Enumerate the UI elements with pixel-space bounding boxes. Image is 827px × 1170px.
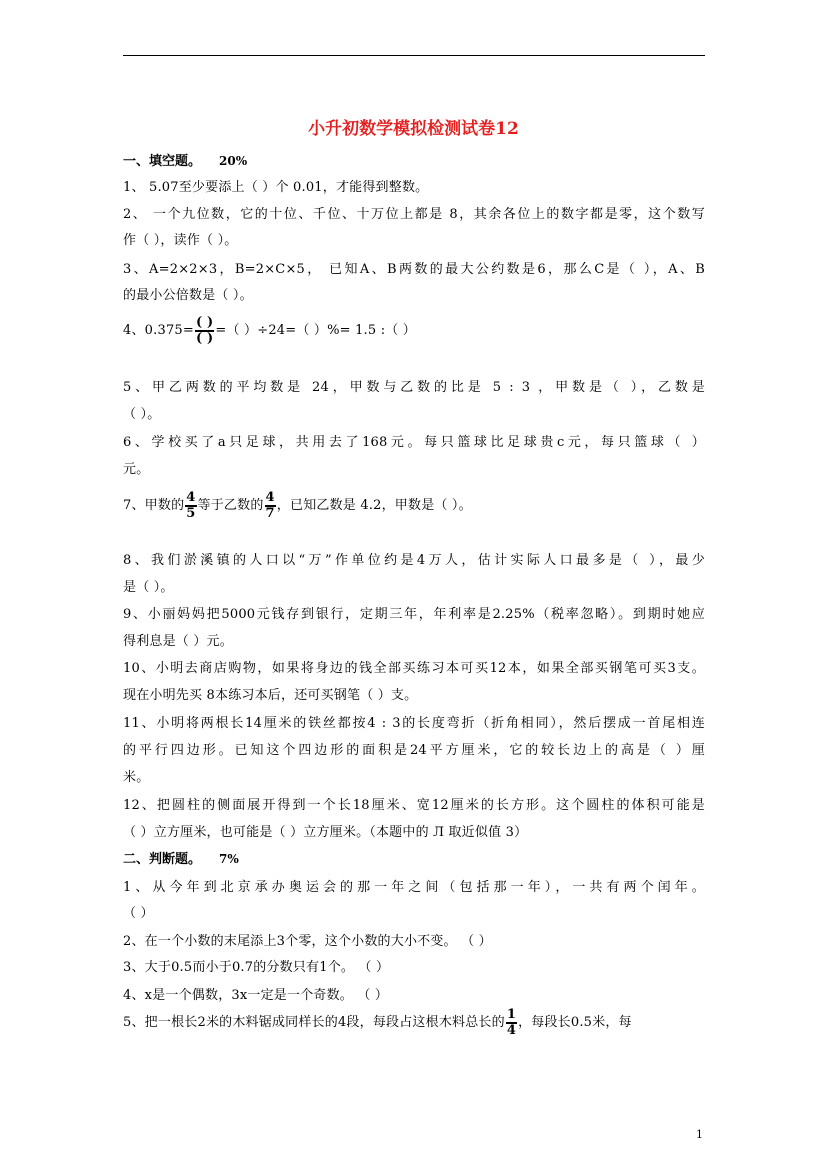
question-2-line-1: 2、 一个九位数，它的十位、千位、十万位上都是 8，其余各位上的数字都是零，这个数写 — [123, 207, 705, 222]
question-5-line-2: （ ）。 — [123, 407, 161, 422]
section-points: 7% — [219, 852, 239, 866]
question-4 — [123, 316, 416, 345]
question-9-line-1: 9、小丽妈妈把5000元钱存到银行，定期三年，年利率是2.25%（税率忽略）。到期时她应 — [123, 607, 705, 622]
question-1: 1、 5.07至少要添上（ ）个 0.01，才能得到整数。 — [123, 180, 429, 195]
fraction-numerator: 4 — [186, 490, 196, 505]
question-12-line-2: （ ）立方厘米，也可能是（ ）立方厘米。（本题中的 Л 取近似值 3） — [123, 825, 528, 840]
header-rule — [123, 55, 705, 56]
fraction-denominator: 5 — [186, 505, 196, 521]
fraction-denominator: ( ) — [195, 330, 214, 346]
judgment-1-line-1: 1、从今年到北京承办奥运会的那一年之间（包括那一年），一共有两个闰年。 — [123, 880, 705, 895]
question-12-line-1: 12、把圆柱的侧面展开得到一个长18厘米、宽12厘米的长方形。这个圆柱的体积可能是 — [123, 798, 705, 813]
question-7-middle: 等于乙数的 — [197, 498, 264, 514]
question-9-line-2: 得利息是（ ）元。 — [123, 634, 233, 649]
question-7 — [123, 491, 472, 520]
judgment-5-suffix: ，每段长0.5米，每 — [518, 1015, 632, 1031]
question-4-fraction — [195, 316, 214, 345]
question-4-suffix: =（ ）÷24=（ ）%= 1.5 :（ ） — [215, 323, 417, 339]
fraction-denominator: 4 — [506, 1022, 517, 1038]
fraction-numerator: 4 — [265, 490, 275, 505]
section-label: 二、判断题。 — [123, 852, 202, 867]
judgment-5-prefix: 5、把一根长2米的木料锯成同样长的4段，每段占这根木料总长的 — [123, 1015, 505, 1031]
question-7-fraction-2 — [265, 491, 276, 520]
question-7-suffix: ，已知乙数是 4.2，甲数是（ ）。 — [276, 498, 472, 514]
section-label: 一、填空题。 — [123, 154, 202, 169]
fraction-denominator: 7 — [265, 505, 275, 521]
question-11-line-2: 的平行四边形。已知这个四边形的面积是24平方厘米，它的较长边上的高是（ ）厘 — [123, 743, 705, 758]
question-6-line-1: 6、学校买了a只足球，共用去了168元。每只篮球比足球贵c元，每只篮球（ ） — [123, 435, 705, 450]
question-8-line-2: 是（ ）。 — [123, 580, 174, 595]
question-8-line-1: 8、我们淤溪镇的人口以“万”作单位约是4万人，估计实际人口最多是（ ），最少 — [123, 553, 705, 568]
fraction-numerator: ( ) — [195, 315, 214, 330]
judgment-2: 2、在一个小数的末尾添上3个零，这个小数的大小不变。 （ ） — [123, 934, 492, 949]
question-4-prefix: 4、0.375= — [123, 323, 194, 339]
judgment-1-line-2: （ ） — [123, 906, 154, 921]
question-5-line-1: 5、甲乙两数的平均数是 24，甲数与乙数的比是 5 : 3 ，甲数是（ ），乙数是 — [123, 380, 705, 395]
question-10-line-1: 10、小明去商店购物，如果将身边的钱全部买练习本可买12本，如果全部买钢笔可买3支。 — [123, 661, 705, 676]
section-fill-in-heading — [123, 150, 247, 169]
question-7-fraction-1 — [185, 491, 196, 520]
question-6-line-2: 元。 — [123, 462, 150, 477]
question-3-line-1: 3、A=2×2×3，B=2×C×5， 已知A、B两数的最大公约数是6，那么C是（ ），A、B — [123, 262, 705, 277]
question-11-line-3: 米。 — [123, 770, 150, 785]
question-3-line-2: 的最小公倍数是（ ）。 — [123, 288, 253, 303]
question-10-line-2: 现在小明先买 8本练习本后，还可买钢笔（ ）支。 — [123, 688, 418, 703]
judgment-5-fraction — [506, 1008, 517, 1037]
fraction-numerator: 1 — [506, 1007, 517, 1022]
page-title: 小升初数学模拟检测试卷12 — [308, 119, 519, 139]
question-2-line-2: 作（ ），读作（ ）。 — [123, 233, 238, 248]
judgment-3: 3、大于0.5而小于0.7的分数只有1个。 （ ） — [123, 960, 390, 975]
question-7-prefix: 7、甲数的 — [123, 498, 185, 514]
section-true-false-heading — [123, 848, 239, 867]
page-number: 1 — [696, 1128, 703, 1141]
question-11-line-1: 11、小明将两根长14厘米的铁丝都按4 : 3的长度弯折（折角相同），然后摆成一首尾相连 — [123, 716, 705, 731]
section-points: 20% — [219, 154, 248, 168]
judgment-5 — [123, 1008, 632, 1037]
judgment-4: 4、x是一个偶数，3x一定是一个奇数。 （ ） — [123, 988, 389, 1003]
